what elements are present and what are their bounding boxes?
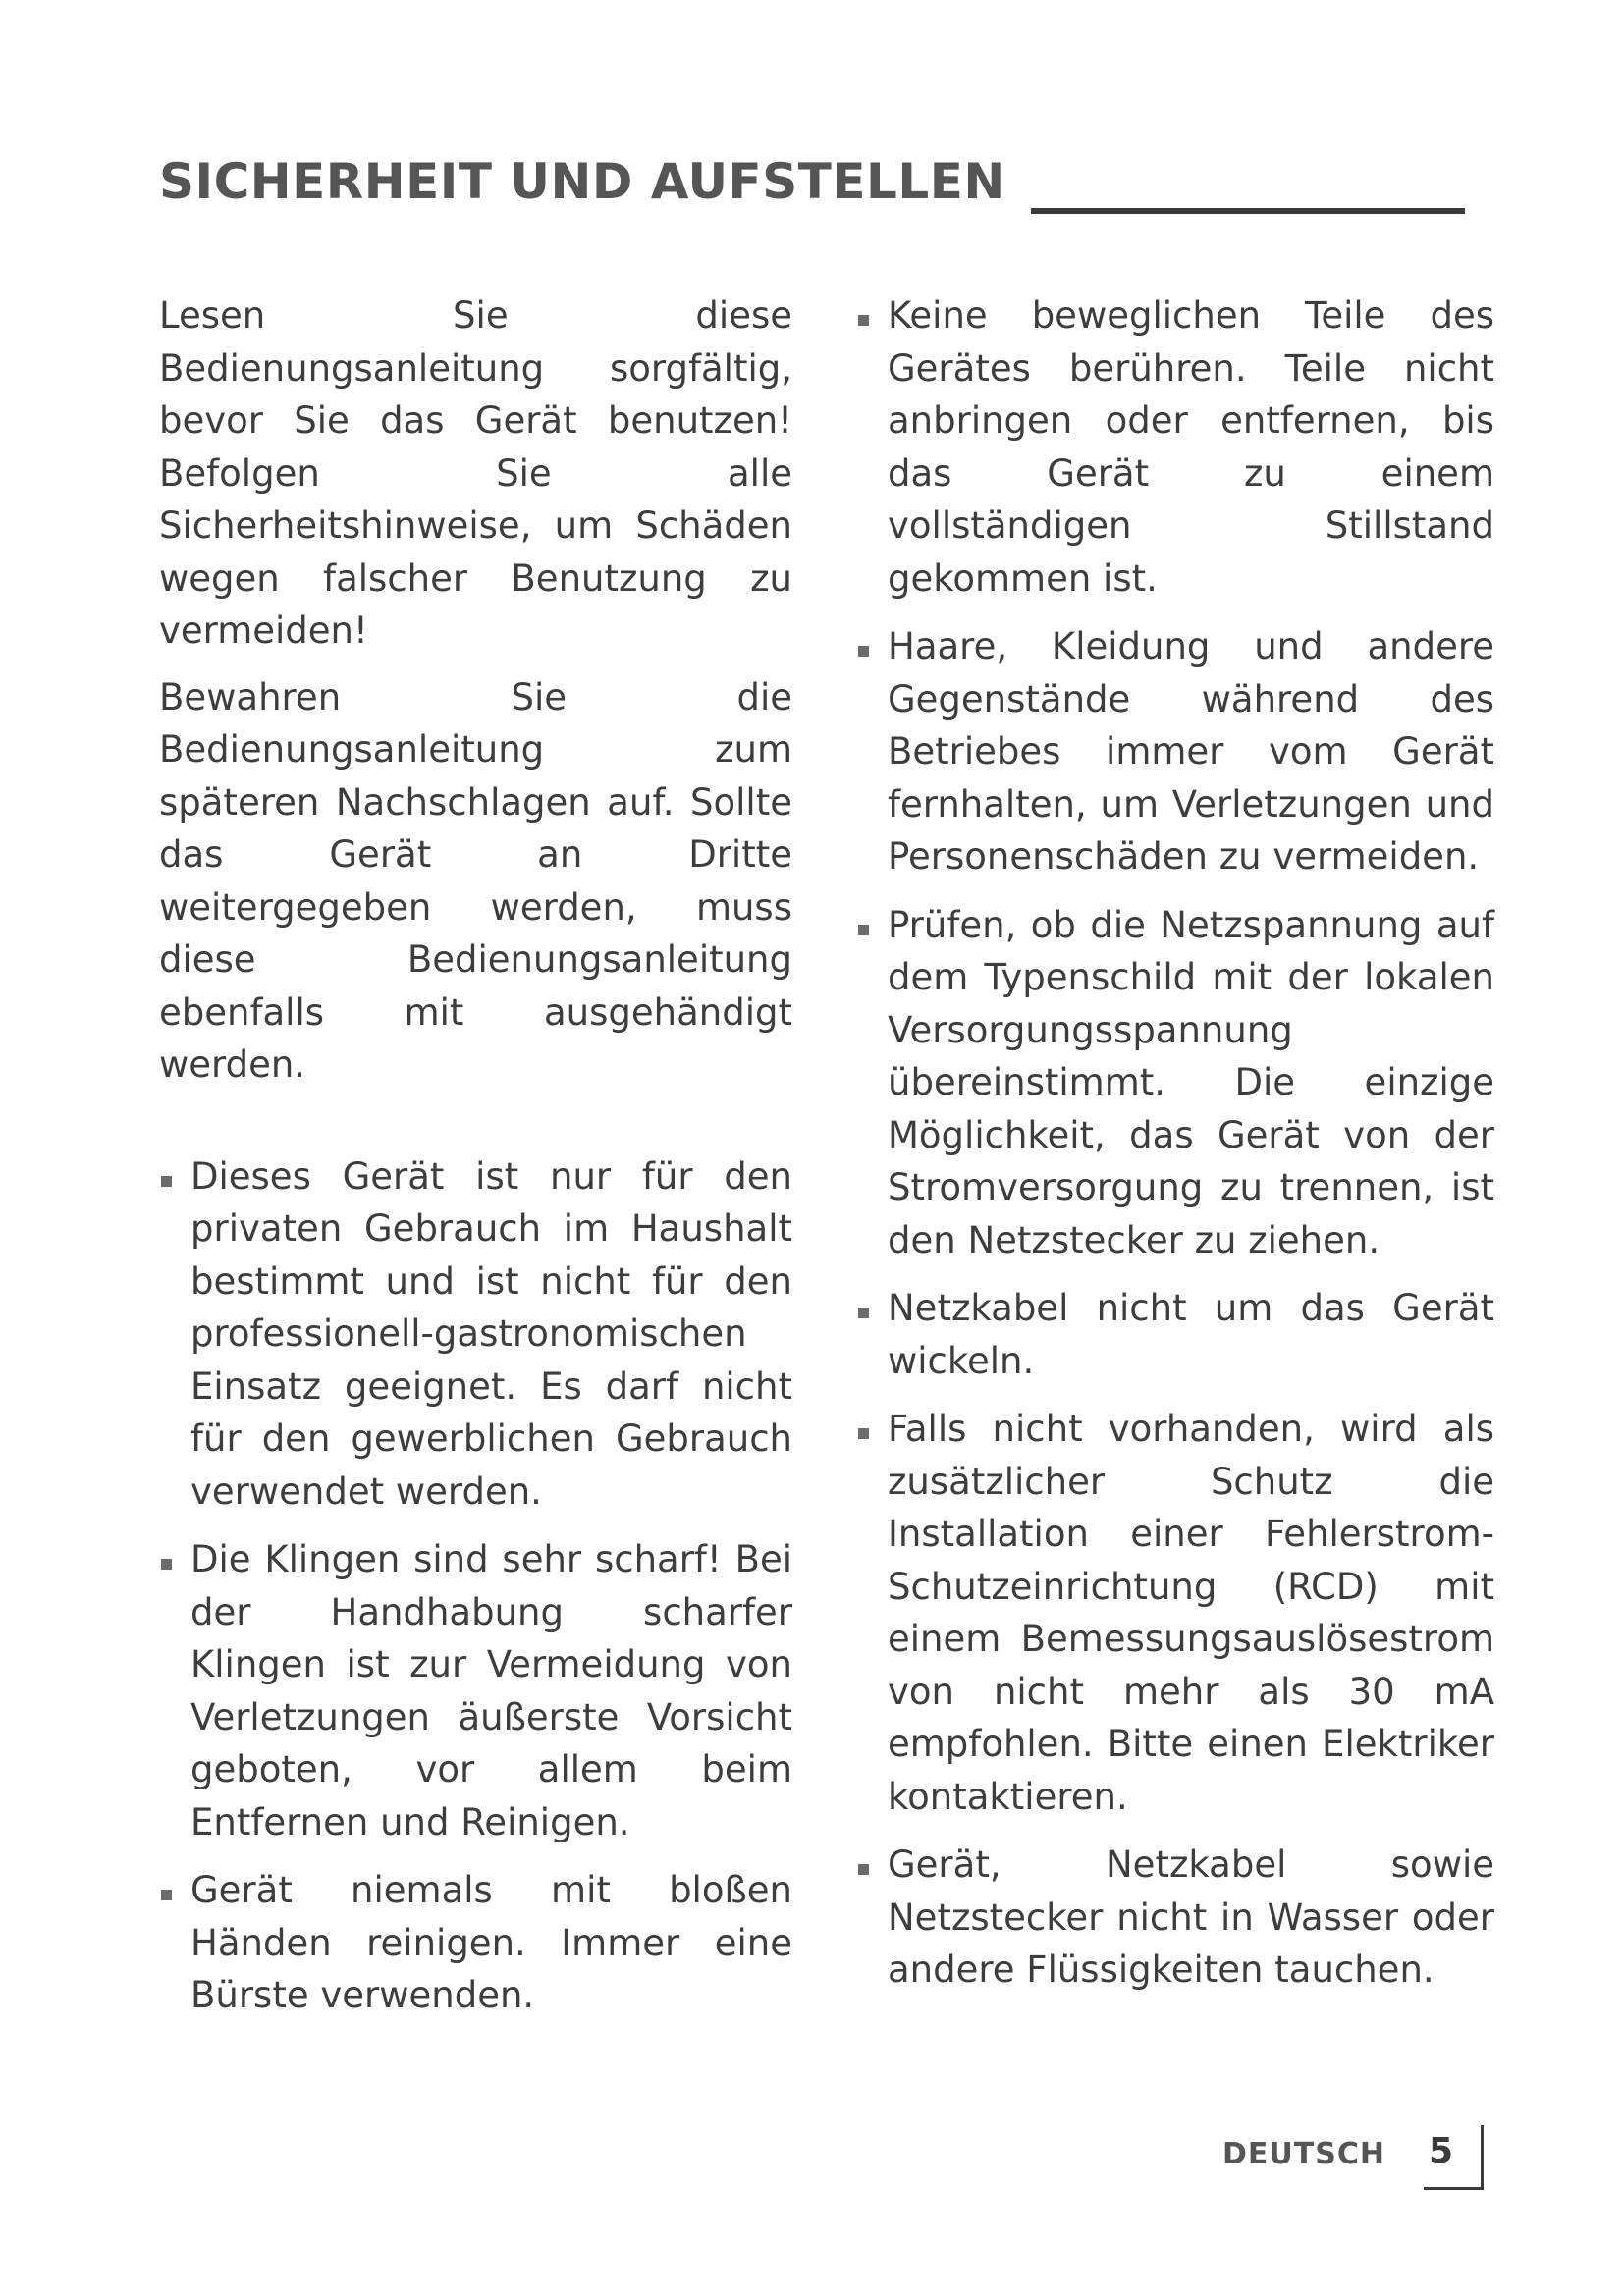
safety-list-item xyxy=(856,1282,1494,1387)
safety-list-item-text: Dieses Gerät ist nur für den privaten Gebrauch im Haushalt bestimmt und ist nicht für den professionell-gastronomischen Einsatz geeignet. Es darf nicht für den gewerblichen Gebrauch verwendet werden. xyxy=(190,1154,792,1513)
safety-list xyxy=(856,290,1494,1997)
safety-list-item xyxy=(159,1533,792,1848)
bullet-square-icon xyxy=(858,646,869,657)
bullet-square-icon xyxy=(161,1559,172,1570)
bullet-square-icon xyxy=(858,315,869,326)
bullet-square-icon xyxy=(858,1428,869,1439)
page-number-bracket-horizontal xyxy=(1424,2187,1484,2190)
safety-list xyxy=(159,1150,792,2022)
bullet-square-icon xyxy=(858,925,869,935)
safety-list-item xyxy=(856,1839,1494,1997)
bullet-square-icon xyxy=(161,1890,172,1900)
intro-paragraph: Bewahren Sie die Bedienungsanleitung zum späteren Nachschlagen auf. Sollte das Gerät an Dritte weitergegeben werden, muss diese Bedienungsanleitung ebenfalls mit ausgehändigt werden. xyxy=(159,675,792,1086)
safety-list-item-text: Falls nicht vorhanden, wird als zusätzlicher Schutz die Installation einer Fehlerstrom-Schutzeinrichtung (RCD) mit einem Bemessungsauslösestrom von nicht mehr als 30 mA empfohlen. Bitte einen Elektriker kontaktieren. xyxy=(888,1408,1494,1818)
bullet-square-icon xyxy=(858,1308,869,1318)
bullet-square-icon xyxy=(161,1176,172,1187)
section-header xyxy=(159,147,1465,216)
safety-list-item-text: Prüfen, ob die Netzspannung auf dem Typenschild mit der lokalen Versorgungsspannung übereinstimmt. Die einzige Möglichkeit, das Gerät von der Stromversorgung zu trennen, ist den Netzstecker zu ziehen. xyxy=(888,903,1494,1261)
safety-list-item xyxy=(159,1150,792,1519)
safety-list-item xyxy=(856,290,1494,605)
safety-list-item-text: Netzkabel nicht um das Gerät wickeln. xyxy=(888,1287,1494,1382)
safety-list-item xyxy=(856,620,1494,883)
safety-list-item xyxy=(856,1403,1494,1823)
header-rule-line xyxy=(1031,208,1465,214)
safety-list-item-text: Gerät niemals mit bloßen Händen reinigen. Immer eine Bürste verwenden. xyxy=(190,1869,792,2016)
page-number: 5 xyxy=(1429,2131,1454,2171)
footer-language-label: DEUTSCH xyxy=(1222,2137,1385,2171)
safety-list-item-text: Keine beweglichen Teile des Gerätes berühren. Teile nicht anbringen oder entfernen, bis das Gerät zu einem vollständigen Stillstand gekommen ist. xyxy=(888,294,1494,600)
bullet-square-icon xyxy=(858,1864,869,1875)
safety-list-item-text: Gerät, Netzkabel sowie Netzstecker nicht in Wasser oder andere Flüssigkeiten tauchen. xyxy=(888,1843,1494,1991)
safety-list-item-text: Die Klingen sind sehr scharf! Bei der Handhabung scharfer Klingen ist zur Vermeidung von Verletzungen äußerste Vorsicht geboten, vor allem beim Entfernen und Reinigen. xyxy=(190,1538,792,1843)
intro-paragraph: Lesen Sie diese Bedienungsanleitung sorgfältig, bevor Sie das Gerät benutzen! Befolgen Sie alle Sicherheitshinweise, um Schäden wegen falscher Benutzung zu vermeiden! xyxy=(159,294,792,652)
left-column xyxy=(159,290,792,2038)
safety-list-item xyxy=(856,899,1494,1267)
section-title: SICHERHEIT UND AUFSTELLEN xyxy=(159,153,1005,210)
safety-list-item xyxy=(159,1864,792,2022)
right-column xyxy=(856,290,1494,2012)
page-footer xyxy=(1222,2125,1488,2194)
page-number-bracket-vertical xyxy=(1481,2125,1484,2190)
safety-list-item-text: Haare, Kleidung und andere Gegenstände während des Betriebes immer vom Gerät fernhalten, um Verletzungen und Personenschäden zu vermeiden. xyxy=(888,625,1494,878)
